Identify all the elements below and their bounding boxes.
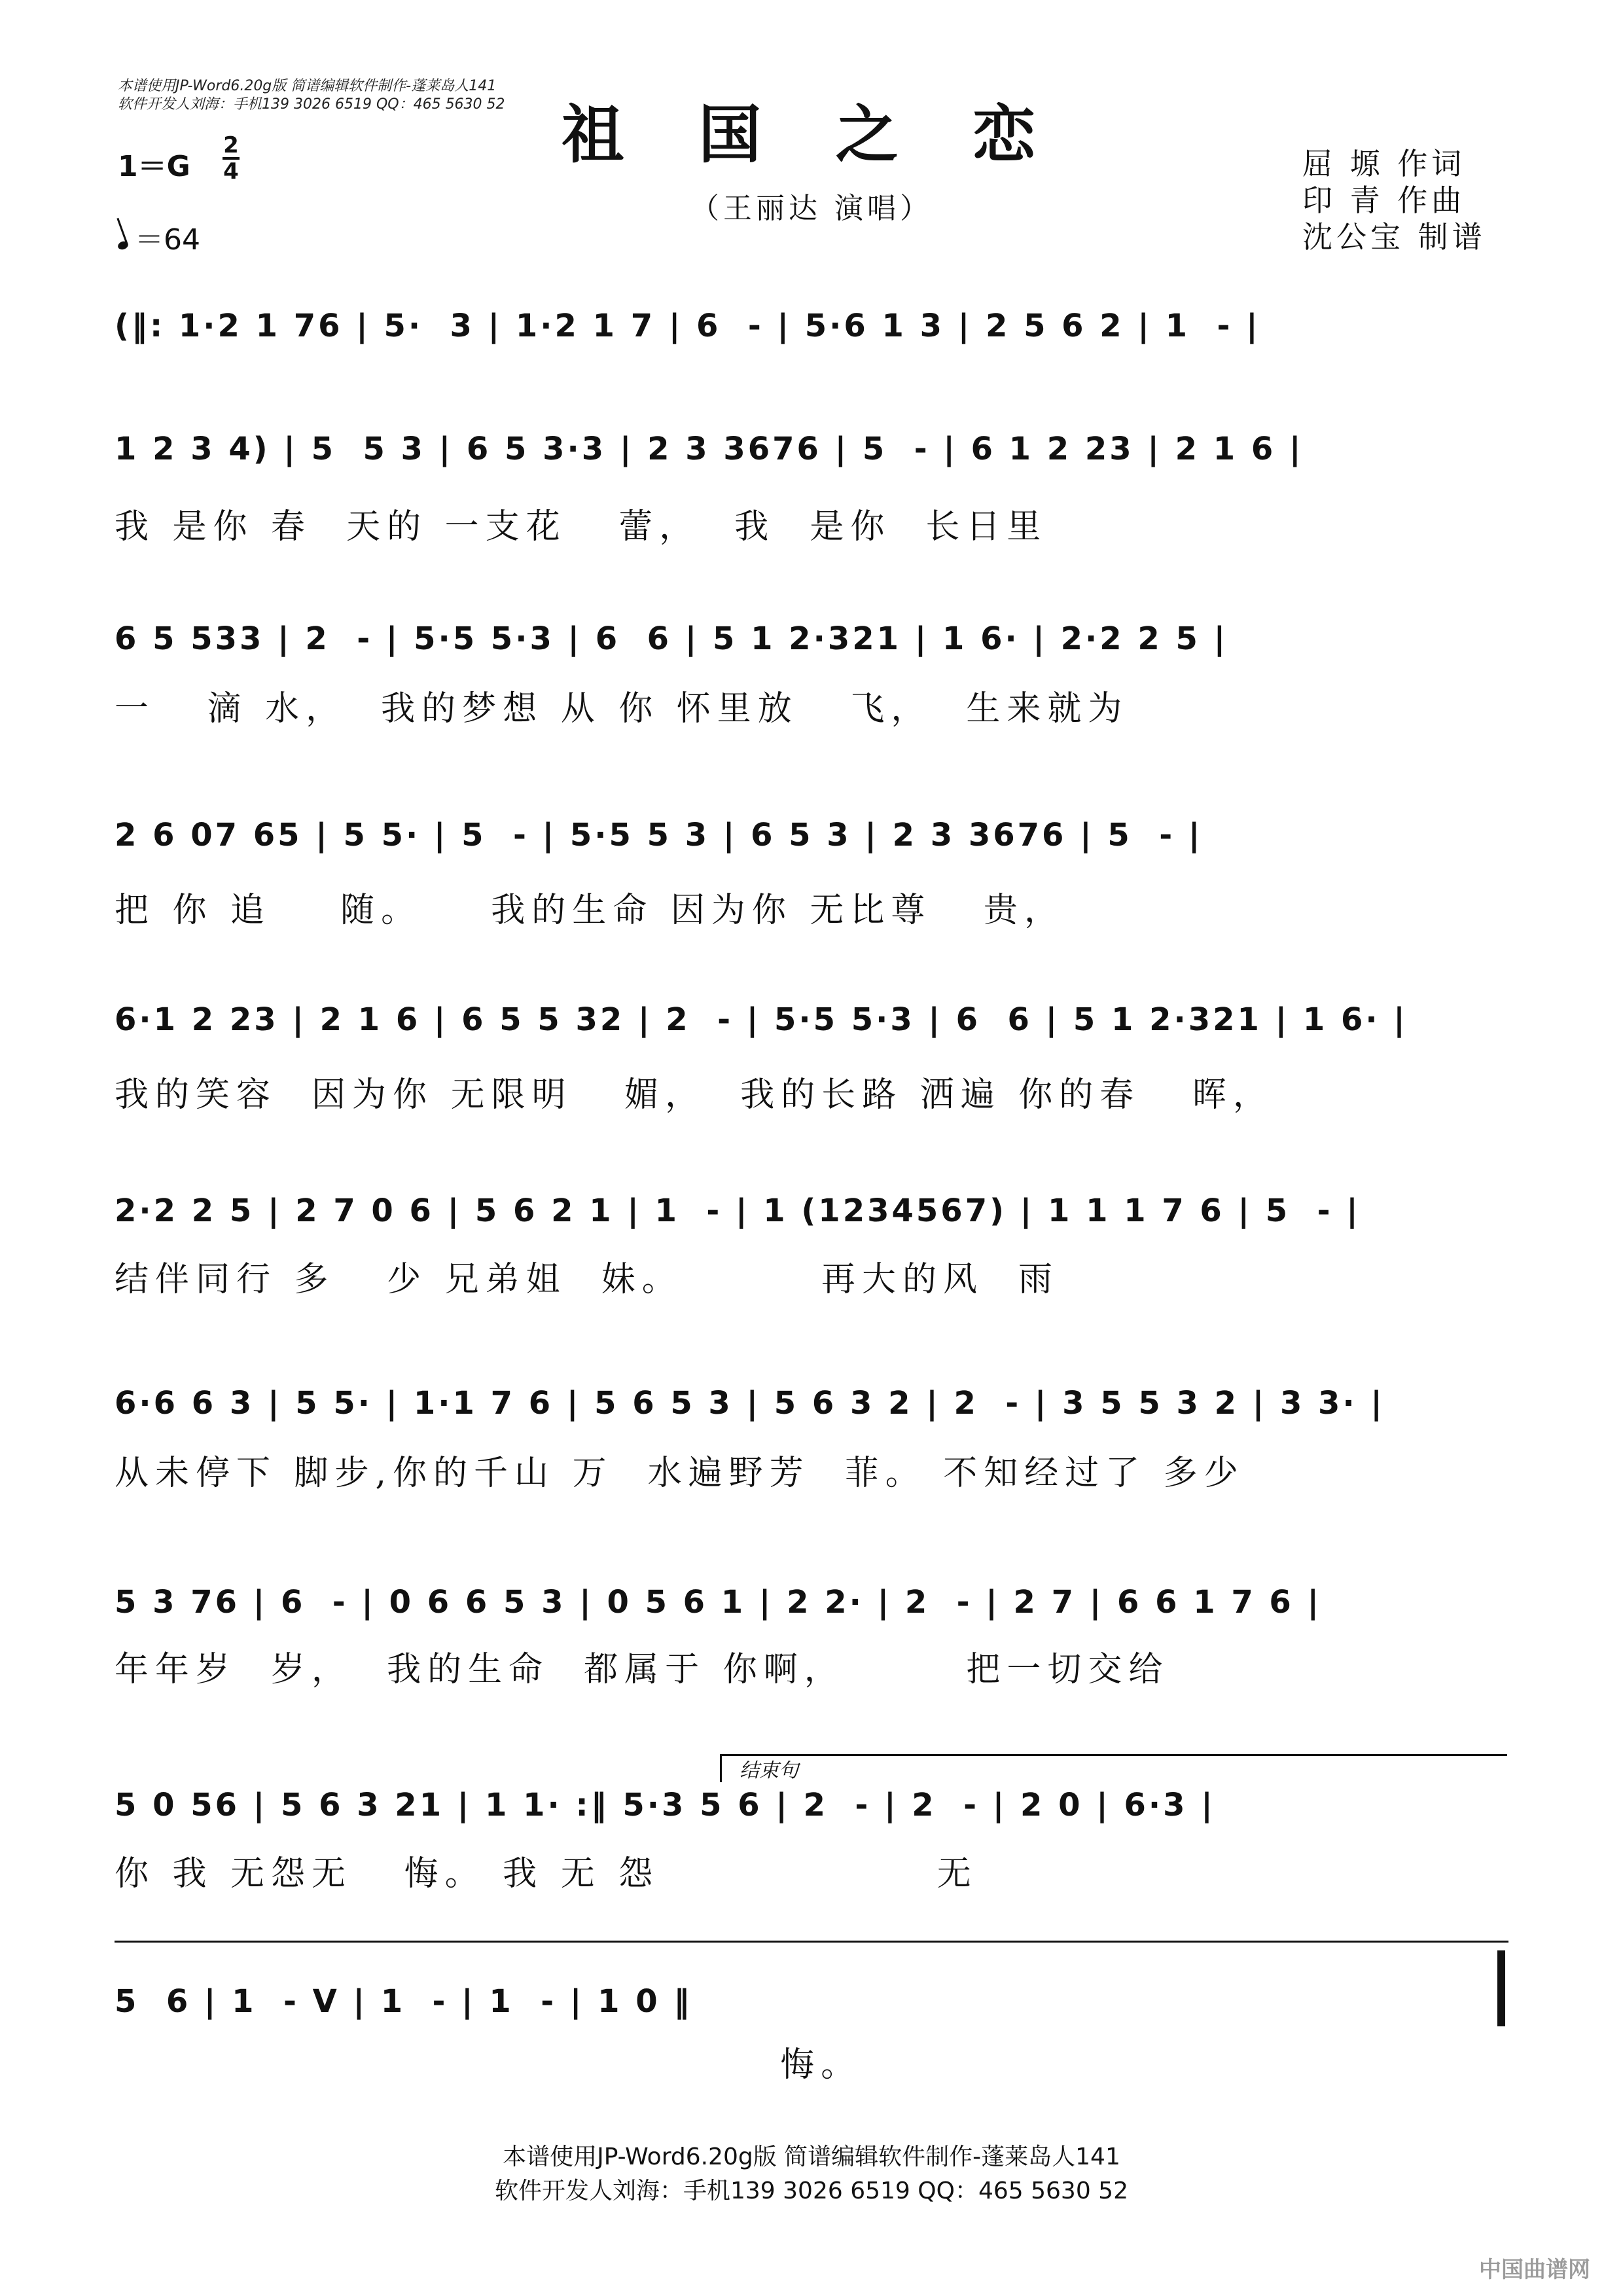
lyric-line-8: 年年岁 岁， 我的生命 都属于 你啊， 把一切交给 <box>115 1650 1169 1689</box>
tempo-value: ＝64 <box>135 223 200 257</box>
footer-line-2: 软件开发人刘海：手机139 3026 6519 QQ：465 5630 52 <box>495 2178 1128 2204</box>
software-note-2: 软件开发人刘海：手机139 3026 6519 QQ：465 5630 52 <box>118 96 505 113</box>
score-line-7: 6·6 6 3 | 5 5· | 1·1 7 6 | 5 6 5 3 | 5 6 3 2 | 2 - | 3 5 5 3 2 | 3 3· | <box>115 1385 1385 1422</box>
lyric-line-10: 悔。 <box>641 2045 862 2085</box>
footer-line-1: 本谱使用JP-Word6.20g版 简谱编辑软件制作-蓬莱岛人141 <box>503 2144 1120 2170</box>
lyric-line-5: 我的笑容 因为你 无限明 媚， 我的长路 洒遍 你的春 晖， <box>115 1075 1274 1115</box>
time-top: 2 <box>223 132 239 158</box>
lyric-line-7: 从未停下 脚步,你的千山 万 水遍野芳 菲。 不知经过了 多少 <box>115 1454 1245 1493</box>
performer-subtitle: （王丽达 演唱） <box>690 192 933 225</box>
lyric-line-2: 我 是你 春 天的 一支花 蕾， 我 是你 长日里 <box>115 507 1048 547</box>
author-credits <box>1302 145 1486 255</box>
score-line-10: 5 6 | 1 - V | 1 - | 1 - | 1 0 ‖ <box>115 1983 692 2020</box>
score-line-8: 5 3 76 | 6 - | 0 6 6 5 3 | 0 5 6 1 | 2 2· | 2 - | 2 7 | 6 6 1 7 6 | <box>115 1584 1322 1621</box>
score-line-6: 2·2 2 5 | 2 7 0 6 | 5 6 2 1 | 1 - | 1 (1234567) | 1 1 1 7 6 | 5 - | <box>115 1193 1361 1229</box>
score-line-4: 2 6 07 65 | 5 5· | 5 - | 5·5 5 3 | 6 5 3 | 2 3 3676 | 5 - | <box>115 817 1203 853</box>
key-signature: 1＝G <box>118 150 190 183</box>
arranger: 沈公宝 制谱 <box>1302 219 1486 255</box>
score-line-2: 1 2 3 4) | 5 5 3 | 6 5 3·3 | 2 3 3676 | 5 - | 6 1 2 23 | 2 1 6 | <box>115 431 1304 467</box>
final-barline <box>1497 1950 1505 2026</box>
lyric-line-3: 一 滴 水， 我的梦想 从 你 怀里放 飞， 生来就为 <box>115 689 1129 728</box>
software-note-1: 本谱使用JP-Word6.20g版 简谱编辑软件制作-蓬莱岛人141 <box>118 78 497 94</box>
footer-credit <box>0 2140 1623 2208</box>
score-line-3: 6 5 533 | 2 - | 5·5 5·3 | 6 6 | 5 1 2·321 | 1 6· | 2·2 2 5 | <box>115 620 1228 657</box>
lyricist: 屈 塬 作词 <box>1302 146 1466 181</box>
lyric-line-6: 结伴同行 多 少 兄弟姐 妹。 再大的风 雨 <box>115 1260 1059 1299</box>
score-line-9: 5 0 56 | 5 6 3 21 | 1 1· :‖ 5·3 5 6 | 2 - | 2 - | 2 0 | 6·3 | <box>115 1787 1215 1823</box>
lyric-line-4: 把 你 追 随。 我的生命 因为你 无比尊 贵， <box>115 891 1065 930</box>
lyric-line-9: 你 我 无怨无 悔。 我 无 怨 无 <box>115 1854 978 1893</box>
score-line-1: (‖: 1·2 1 76 | 5· 3 | 1·2 1 7 | 6 - | 5·6 1 3 | 2 5 6 2 | 1 - | <box>115 308 1260 344</box>
time-bottom: 4 <box>223 158 239 185</box>
final-staff-rule <box>115 1941 1508 1943</box>
ending-bracket <box>720 1754 1507 1782</box>
composer: 印 青 作曲 <box>1302 183 1466 218</box>
quarter-note-icon <box>116 240 129 251</box>
ending-label: 结束句 <box>740 1759 798 1782</box>
page-title: 祖 国 之 恋 <box>561 98 1062 171</box>
site-watermark: 中国曲谱网 <box>1479 2257 1590 2283</box>
tempo-marking <box>118 216 200 258</box>
time-signature <box>223 134 240 183</box>
score-line-5: 6·1 2 23 | 2 1 6 | 6 5 5 32 | 2 - | 5·5 5·3 | 6 6 | 5 1 2·321 | 1 6· | <box>115 1001 1408 1038</box>
